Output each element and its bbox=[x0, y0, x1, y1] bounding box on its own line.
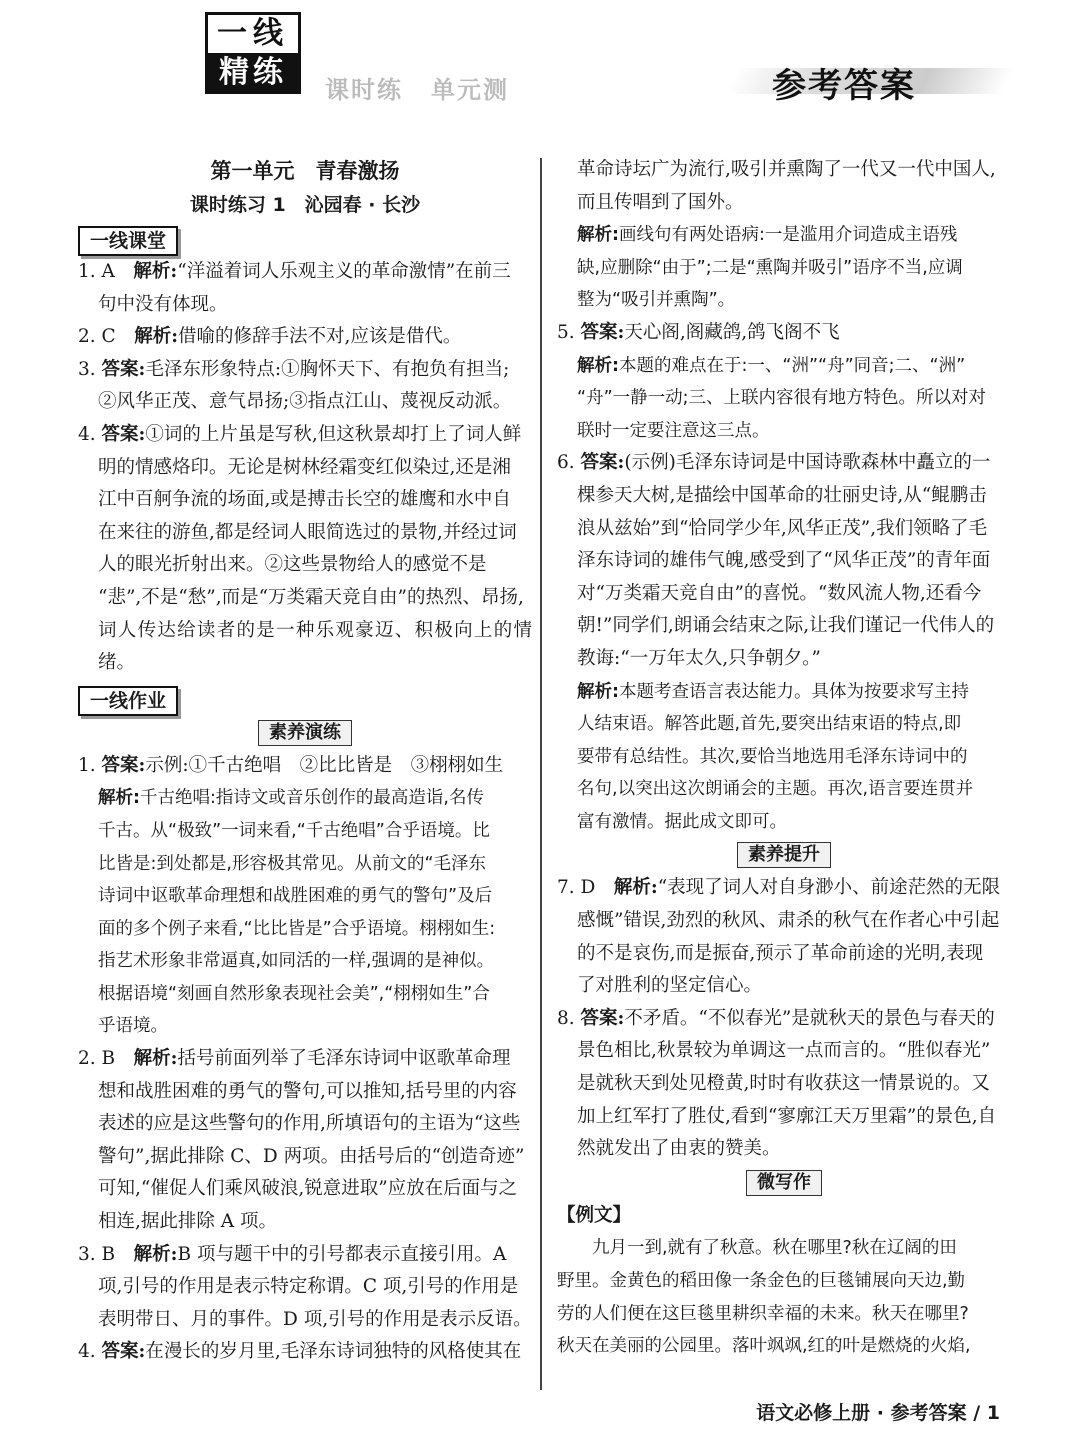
brand-logo bbox=[205, 12, 301, 94]
unit-title: 第一单元 青春激扬 bbox=[210, 159, 400, 183]
hw-8-line: 加上红军打了胜仗,看到“寥廓江天万里霜”的景色,自 bbox=[577, 1105, 997, 1127]
answer-4-line: “悲”,不是“愁”,而是“万类霜天竞自由”的热烈、昂扬, bbox=[98, 586, 524, 608]
hw-answer-1: 1. 答案:示例:①千古绝唱 ②比比皆是 ③栩栩如生 bbox=[78, 754, 504, 776]
page-footer: 语文必修上册 · 参考答案 / 1 bbox=[756, 1402, 1000, 1424]
hw-1-line: 比皆是:到处都是,形容极其常见。从前文的“毛泽东 bbox=[98, 853, 487, 874]
hw-answer-2: 2. B 解析:括号前面列举了毛泽东诗词中讴歌革命理 bbox=[78, 1048, 511, 1070]
hw-1-explanation: 解析:千古绝唱:指诗文或音乐创作的最高造诣,名传 bbox=[98, 788, 484, 809]
section-homework: 一线作业 bbox=[78, 686, 178, 716]
page-header bbox=[0, 0, 1078, 120]
hw-8-line: 景色相比,秋景较为单调这一点而言的。“胜似春光” bbox=[577, 1040, 991, 1062]
hw-6-line: 富有激情。据此成文即可。 bbox=[577, 811, 787, 832]
hw-7-line: 的不是哀伤,而是振奋,预示了革命前途的光明,表现 bbox=[577, 942, 984, 964]
hw-4-line: 而且传唱到了国外。 bbox=[577, 191, 744, 213]
hw-7-line: 了对胜利的坚定信心。 bbox=[577, 975, 763, 997]
hw-2-line: 表述的应是这些警句的作用,所填语句的主语为“这些 bbox=[98, 1113, 521, 1135]
hw-5-line: 联时一定要注意这三点。 bbox=[577, 420, 770, 441]
answer-1-cont: 句中没有体现。 bbox=[98, 293, 228, 315]
hw-6-explanation: 解析:本题考查语言表达能力。具体为按要求写主持 bbox=[577, 681, 969, 702]
logo-bottom-text: 精练 bbox=[219, 55, 287, 90]
hw-5-line: “舟”一静一动;三、上联内容很有地方特色。所以对对 bbox=[577, 388, 987, 409]
answer-4-line: 明的情感烙印。无论是树林经霜变红似染过,还是湘 bbox=[98, 456, 511, 478]
answer-4: 4. 答案:①词的上片虽是写秋,但这秋景却打上了词人鲜 bbox=[78, 423, 522, 445]
section-classroom: 一线课堂 bbox=[78, 226, 178, 256]
subsection-practice: 素养演练 bbox=[258, 720, 352, 746]
hw-1-line: 面的多个例子来看,“比比皆是”合乎语境。栩栩如生: bbox=[98, 918, 496, 939]
example-line: 秋天在美丽的公园里。落叶飒飒,红的叶是燃烧的火焰, bbox=[557, 1336, 971, 1357]
hw-2-line: 警句”,据此排除 C、D 两项。由括号后的“创造奇迹” bbox=[98, 1145, 525, 1167]
answer-3: 3. 答案:毛泽东形象特点:①胸怀天下、有抱负有担当; bbox=[78, 358, 510, 380]
hw-2-line: 想和战胜困难的勇气的警句,可以推知,括号里的内容 bbox=[98, 1080, 517, 1102]
answer-4-line: 江中百舸争流的场面,或是搏击长空的雄鹰和水中自 bbox=[98, 489, 511, 511]
hw-answer-7: 7. D 解析:“表现了词人对自身渺小、前途茫然的无限 bbox=[557, 877, 1001, 899]
hw-5-explanation: 解析:本题的难点在于:一、“洲”“舟”同音;二、“洲” bbox=[577, 355, 966, 376]
subsection-improve: 素养提升 bbox=[737, 842, 831, 868]
hw-6-line: 棵参天大树,是描绘中国革命的壮丽史诗,从“鲲鹏击 bbox=[577, 484, 987, 506]
hw-3-line: 表明带日、月的事件。D 项,引号的作用是表示反语。 bbox=[98, 1308, 532, 1330]
hw-answer-6: 6. 答案:(示例)毛泽东诗词是中国诗歌森林中矗立的一 bbox=[557, 452, 991, 474]
answer-4-line: 在来往的游鱼,都是经词人眼简选过的景物,并经过词 bbox=[98, 521, 517, 543]
hw-2-line: 可知,“催促人们乘风破浪,锐意进取”应放在后面与之 bbox=[98, 1178, 518, 1200]
left-column bbox=[78, 154, 532, 1369]
series-unit: 单元测 bbox=[431, 76, 509, 104]
hw-answer-3: 3. B 解析:B 项与题干中的引号都表示直接引用。A bbox=[78, 1243, 507, 1265]
answer-2: 2. C 解析:借喻的修辞手法不对,应该是借代。 bbox=[78, 326, 462, 348]
hw-2-line: 相连,据此排除 A 项。 bbox=[98, 1211, 278, 1233]
hw-1-line: 乎语境。 bbox=[98, 1016, 168, 1037]
series-lesson: 课时练 bbox=[325, 76, 403, 104]
hw-6-line: 教诲:“一万年太久,只争朝夕。” bbox=[577, 647, 821, 669]
hw-3-line: 项,引号的作用是表示特定称谓。C 项,引号的作用是 bbox=[98, 1276, 519, 1298]
hw-6-line: 名句,以突出这次朗诵会的主题。再次,语言要连贯并 bbox=[577, 779, 974, 800]
answer-3-cont: ②风华正茂、意气昂扬;③指点江山、蔑视反动派。 bbox=[98, 391, 512, 413]
hw-8-line: 然就发出了由衷的赞美。 bbox=[577, 1138, 781, 1160]
answer-banner bbox=[732, 56, 1008, 106]
hw-6-line: 对“万类霜天竞自由”的喜悦。“数风流人物,还看今 bbox=[577, 582, 982, 604]
hw-6-line: 要带有总结性。其次,要恰当地选用毛泽东诗词中的 bbox=[577, 746, 968, 767]
hw-answer-5: 5. 答案:天心阁,阁藏鸽,鸽飞阁不飞 bbox=[557, 321, 840, 343]
answer-4-line: 人的眼光折射出来。②这些景物给人的感觉不是 bbox=[98, 554, 487, 576]
right-column bbox=[557, 154, 1011, 1363]
subsection-micro-writing: 微写作 bbox=[746, 1170, 822, 1196]
series-label bbox=[325, 70, 509, 105]
hw-answer-4: 4. 答案:在漫长的岁月里,毛泽东诗词独特的风格使其在 bbox=[78, 1341, 522, 1363]
example-line: 野里。金黄色的稻田像一条金色的巨毯铺展向天边,勤 bbox=[557, 1271, 966, 1291]
hw-4-line: 整为“吸引并熏陶”。 bbox=[577, 290, 736, 311]
banner-text: 参考答案 bbox=[772, 66, 916, 106]
hw-6-line: 浪从兹始”到“恰同学少年,风华正茂”,我们领略了毛 bbox=[577, 517, 988, 539]
hw-6-line: 人结束语。解答此题,首先,要突出结束语的特点,即 bbox=[577, 714, 962, 735]
hw-4-line: 缺,应删除“由于”;二是“熏陶并吸引”语序不当,应调 bbox=[577, 257, 963, 278]
hw-1-line: 根据语境“刻画自然形象表现社会美”,“栩栩如生”合 bbox=[98, 983, 490, 1004]
column-divider bbox=[540, 158, 542, 1390]
hw-1-line: 千古。从“极致”一词来看,“千古绝唱”合乎语境。比 bbox=[98, 820, 490, 841]
example-label: 【例文】 bbox=[557, 1204, 632, 1226]
example-line: 劳的人们便在这巨毯里耕织幸福的未来。秋天在哪里? bbox=[557, 1303, 969, 1324]
hw-1-line: 指艺术形象非常逼真,如同活的一样,强调的是神似。 bbox=[98, 951, 495, 972]
hw-6-line: 朝!”同学们,朗诵会结束之际,让我们谨记一代伟人的 bbox=[577, 615, 995, 637]
hw-7-line: 感慨”错误,劲烈的秋风、肃杀的秋气在作者心中引起 bbox=[577, 910, 1000, 932]
hw-6-line: 泽东诗词的雄伟气魄,感受到了“风华正茂”的青年面 bbox=[577, 550, 991, 572]
hw-8-line: 是就秋天到处见橙黄,时时有收获这一情景说的。又 bbox=[577, 1073, 990, 1095]
answer-4-line: 词人传达给读者的是一种乐观豪迈、积极向上的情绪。 bbox=[98, 619, 532, 674]
hw-answer-8: 8. 答案:不矛盾。“不似春光”是就秋天的景色与春天的 bbox=[557, 1007, 995, 1029]
example-line: 九月一到,就有了秋意。秋在哪里?秋在辽阔的田 bbox=[557, 1238, 957, 1259]
answer-1: 1. A 解析:“洋溢着词人乐观主义的革命激情”在前三 bbox=[78, 261, 511, 282]
logo-top-text: 一线 bbox=[208, 15, 298, 53]
hw-1-line: 诗词中讴歌革命理想和战胜困难的勇气的警句”及后 bbox=[98, 886, 493, 907]
hw-4-line: 革命诗坛广为流行,吸引并熏陶了一代又一代中国人, bbox=[577, 159, 996, 180]
hw-4-explanation: 解析:画线句有两处语病:一是滥用介词造成主语残 bbox=[577, 225, 958, 246]
lesson-title: 课时练习 1 沁园春 · 长沙 bbox=[189, 194, 421, 216]
